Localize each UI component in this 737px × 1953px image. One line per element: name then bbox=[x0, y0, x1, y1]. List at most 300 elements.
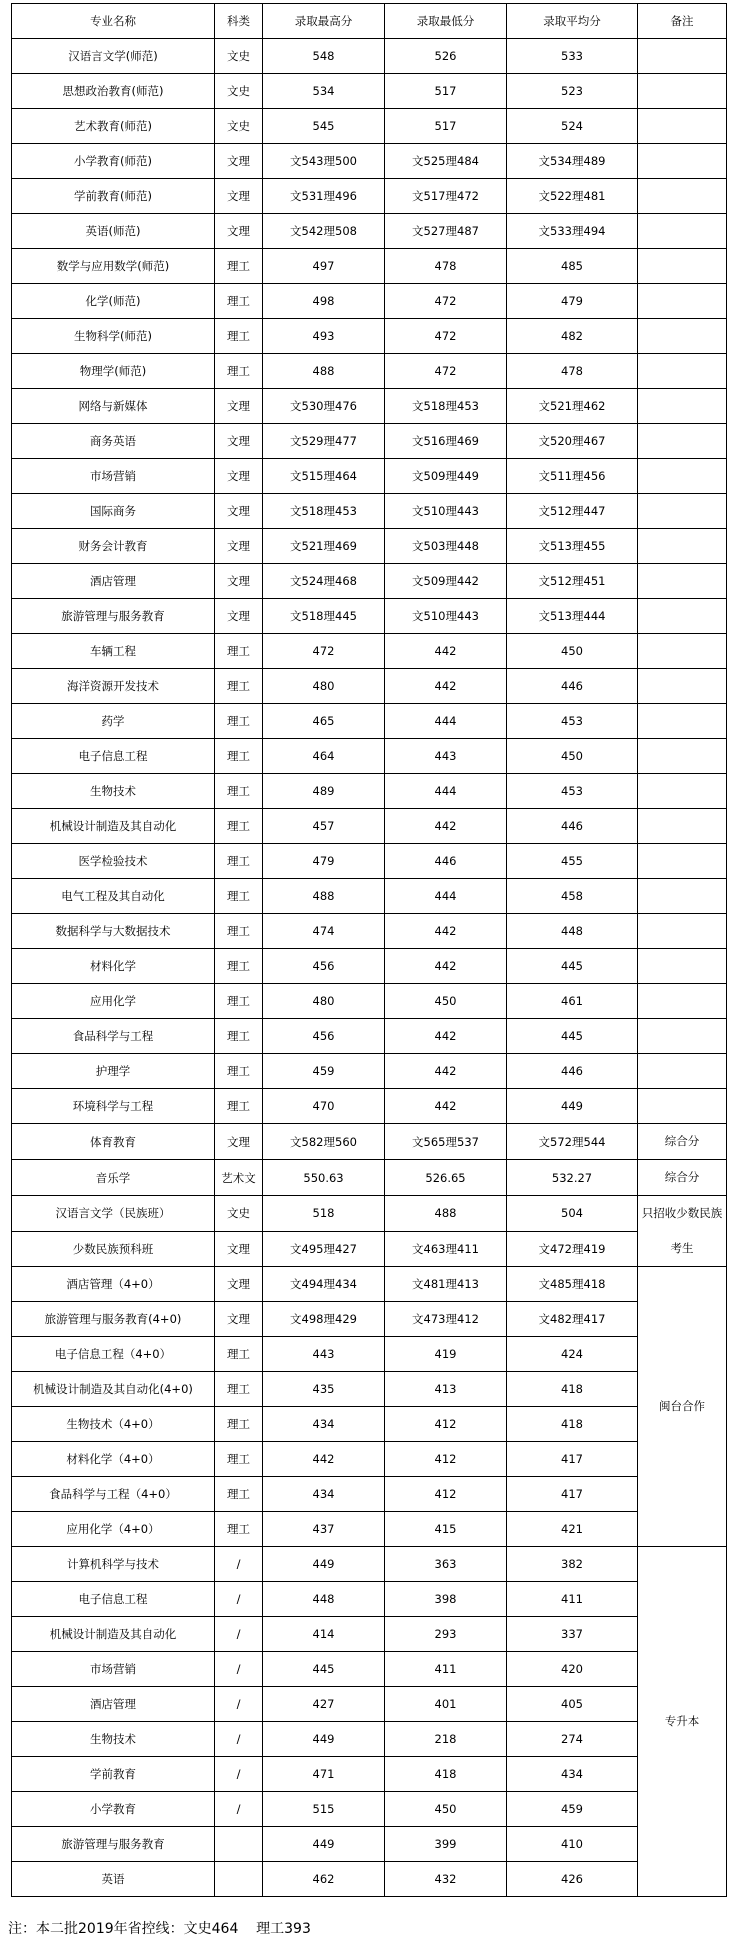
category-cell: 文史 bbox=[215, 74, 263, 109]
note-cell bbox=[638, 109, 727, 144]
note-cell: 只招收少数民族考生 bbox=[638, 1196, 727, 1267]
table-row bbox=[12, 669, 727, 704]
min-score-cell: 526 bbox=[385, 39, 507, 74]
max-score-cell: 550.63 bbox=[263, 1160, 385, 1196]
note-cell: 综合分 bbox=[638, 1124, 727, 1160]
min-score-cell: 文473理412 bbox=[385, 1302, 507, 1337]
min-score-cell: 293 bbox=[385, 1617, 507, 1652]
avg-score-cell: 453 bbox=[507, 774, 638, 809]
category-cell: 理工 bbox=[215, 669, 263, 704]
table-row bbox=[12, 529, 727, 564]
max-score-cell: 文530理476 bbox=[263, 389, 385, 424]
note-cell bbox=[638, 354, 727, 389]
category-cell: 理工 bbox=[215, 1477, 263, 1512]
category-cell: / bbox=[215, 1652, 263, 1687]
avg-score-cell: 458 bbox=[507, 879, 638, 914]
table-row bbox=[12, 1687, 727, 1722]
category-cell: 文理 bbox=[215, 214, 263, 249]
note-cell bbox=[638, 424, 727, 459]
max-score-cell: 545 bbox=[263, 109, 385, 144]
table-row bbox=[12, 879, 727, 914]
avg-score-cell: 445 bbox=[507, 949, 638, 984]
table-row bbox=[12, 144, 727, 179]
avg-score-cell: 449 bbox=[507, 1089, 638, 1124]
table-row bbox=[12, 1302, 727, 1337]
max-score-cell: 文518理445 bbox=[263, 599, 385, 634]
table-row bbox=[12, 1089, 727, 1124]
major-cell: 海洋资源开发技术 bbox=[12, 669, 215, 704]
note-cell bbox=[638, 144, 727, 179]
min-score-cell: 442 bbox=[385, 1054, 507, 1089]
avg-score-cell: 504 bbox=[507, 1196, 638, 1232]
max-score-cell: 文582理560 bbox=[263, 1124, 385, 1160]
min-score-cell: 526.65 bbox=[385, 1160, 507, 1196]
major-cell: 商务英语 bbox=[12, 424, 215, 459]
min-score-cell: 432 bbox=[385, 1862, 507, 1897]
max-score-cell: 518 bbox=[263, 1196, 385, 1232]
max-score-cell: 文524理468 bbox=[263, 564, 385, 599]
major-cell: 医学检验技术 bbox=[12, 844, 215, 879]
min-score-cell: 442 bbox=[385, 809, 507, 844]
category-cell: 艺术文 bbox=[215, 1160, 263, 1196]
max-score-cell: 文531理496 bbox=[263, 179, 385, 214]
avg-score-cell: 446 bbox=[507, 809, 638, 844]
category-cell: / bbox=[215, 1582, 263, 1617]
avg-score-cell: 文533理494 bbox=[507, 214, 638, 249]
max-score-cell: 480 bbox=[263, 669, 385, 704]
major-cell: 生物技术 bbox=[12, 1722, 215, 1757]
major-cell: 酒店管理 bbox=[12, 564, 215, 599]
major-cell: 汉语言文学(师范) bbox=[12, 39, 215, 74]
category-cell: 文理 bbox=[215, 1302, 263, 1337]
major-cell: 旅游管理与服务教育 bbox=[12, 599, 215, 634]
major-cell: 数学与应用数学(师范) bbox=[12, 249, 215, 284]
header-max-score: 录取最高分 bbox=[263, 4, 385, 39]
note-cell bbox=[638, 914, 727, 949]
major-cell: 市场营销 bbox=[12, 1652, 215, 1687]
max-score-cell: 457 bbox=[263, 809, 385, 844]
max-score-cell: 498 bbox=[263, 284, 385, 319]
table-row bbox=[12, 1196, 727, 1232]
note-cell bbox=[638, 39, 727, 74]
category-cell: 文理 bbox=[215, 459, 263, 494]
note-cell: 闽台合作 bbox=[638, 1267, 727, 1547]
max-score-cell: 442 bbox=[263, 1442, 385, 1477]
table-row bbox=[12, 1054, 727, 1089]
min-score-cell: 444 bbox=[385, 774, 507, 809]
avg-score-cell: 450 bbox=[507, 634, 638, 669]
major-cell: 小学教育 bbox=[12, 1792, 215, 1827]
category-cell: 理工 bbox=[215, 844, 263, 879]
header-avg-score: 录取平均分 bbox=[507, 4, 638, 39]
max-score-cell: 文518理453 bbox=[263, 494, 385, 529]
major-cell: 食品科学与工程（4+0） bbox=[12, 1477, 215, 1512]
max-score-cell: 434 bbox=[263, 1477, 385, 1512]
category-cell: 文史 bbox=[215, 1196, 263, 1232]
min-score-cell: 446 bbox=[385, 844, 507, 879]
major-cell: 学前教育 bbox=[12, 1757, 215, 1792]
table-header-row bbox=[12, 4, 727, 39]
min-score-cell: 517 bbox=[385, 109, 507, 144]
category-cell: 理工 bbox=[215, 1019, 263, 1054]
avg-score-cell: 445 bbox=[507, 1019, 638, 1054]
max-score-cell: 文515理464 bbox=[263, 459, 385, 494]
major-cell: 酒店管理（4+0） bbox=[12, 1267, 215, 1302]
avg-score-cell: 405 bbox=[507, 1687, 638, 1722]
category-cell: / bbox=[215, 1687, 263, 1722]
table-row bbox=[12, 1757, 727, 1792]
min-score-cell: 文463理411 bbox=[385, 1231, 507, 1267]
table-row bbox=[12, 739, 727, 774]
avg-score-cell: 482 bbox=[507, 319, 638, 354]
major-cell: 机械设计制造及其自动化(4+0) bbox=[12, 1372, 215, 1407]
min-score-cell: 文481理413 bbox=[385, 1267, 507, 1302]
major-cell: 电气工程及其自动化 bbox=[12, 879, 215, 914]
major-cell: 药学 bbox=[12, 704, 215, 739]
table-row bbox=[12, 39, 727, 74]
max-score-cell: 文529理477 bbox=[263, 424, 385, 459]
min-score-cell: 478 bbox=[385, 249, 507, 284]
header-major: 专业名称 bbox=[12, 4, 215, 39]
major-cell: 旅游管理与服务教育(4+0) bbox=[12, 1302, 215, 1337]
max-score-cell: 443 bbox=[263, 1337, 385, 1372]
table-row bbox=[12, 1582, 727, 1617]
max-score-cell: 文521理469 bbox=[263, 529, 385, 564]
avg-score-cell: 478 bbox=[507, 354, 638, 389]
avg-score-cell: 文513理455 bbox=[507, 529, 638, 564]
major-cell: 少数民族预科班 bbox=[12, 1231, 215, 1267]
note-cell bbox=[638, 214, 727, 249]
min-score-cell: 450 bbox=[385, 1792, 507, 1827]
table-row bbox=[12, 319, 727, 354]
table-row bbox=[12, 704, 727, 739]
min-score-cell: 文527理487 bbox=[385, 214, 507, 249]
avg-score-cell: 文522理481 bbox=[507, 179, 638, 214]
note-cell: 专升本 bbox=[638, 1547, 727, 1897]
table-row bbox=[12, 1337, 727, 1372]
max-score-cell: 文495理427 bbox=[263, 1231, 385, 1267]
min-score-cell: 399 bbox=[385, 1827, 507, 1862]
avg-score-cell: 文513理444 bbox=[507, 599, 638, 634]
category-cell: 理工 bbox=[215, 249, 263, 284]
major-cell: 市场营销 bbox=[12, 459, 215, 494]
note-cell bbox=[638, 844, 727, 879]
max-score-cell: 493 bbox=[263, 319, 385, 354]
max-score-cell: 456 bbox=[263, 1019, 385, 1054]
min-score-cell: 文525理484 bbox=[385, 144, 507, 179]
avg-score-cell: 文485理418 bbox=[507, 1267, 638, 1302]
category-cell: 文史 bbox=[215, 109, 263, 144]
note-cell bbox=[638, 564, 727, 599]
category-cell: 文理 bbox=[215, 389, 263, 424]
table-row bbox=[12, 1442, 727, 1477]
note-cell bbox=[638, 1089, 727, 1124]
avg-score-cell: 文521理462 bbox=[507, 389, 638, 424]
min-score-cell: 218 bbox=[385, 1722, 507, 1757]
category-cell: 理工 bbox=[215, 1337, 263, 1372]
min-score-cell: 401 bbox=[385, 1687, 507, 1722]
table-row bbox=[12, 914, 727, 949]
category-cell: 理工 bbox=[215, 984, 263, 1019]
note-cell bbox=[638, 634, 727, 669]
max-score-cell: 434 bbox=[263, 1407, 385, 1442]
note-cell bbox=[638, 529, 727, 564]
max-score-cell: 474 bbox=[263, 914, 385, 949]
category-cell: / bbox=[215, 1547, 263, 1582]
max-score-cell: 414 bbox=[263, 1617, 385, 1652]
min-score-cell: 文565理537 bbox=[385, 1124, 507, 1160]
min-score-cell: 472 bbox=[385, 319, 507, 354]
note-cell bbox=[638, 319, 727, 354]
category-cell: 文理 bbox=[215, 599, 263, 634]
admission-score-table bbox=[11, 3, 727, 1897]
avg-score-cell: 434 bbox=[507, 1757, 638, 1792]
min-score-cell: 文503理448 bbox=[385, 529, 507, 564]
max-score-cell: 文498理429 bbox=[263, 1302, 385, 1337]
major-cell: 体育教育 bbox=[12, 1124, 215, 1160]
category-cell: 理工 bbox=[215, 914, 263, 949]
note-cell bbox=[638, 739, 727, 774]
major-cell: 电子信息工程 bbox=[12, 1582, 215, 1617]
category-cell: 理工 bbox=[215, 1054, 263, 1089]
max-score-cell: 480 bbox=[263, 984, 385, 1019]
category-cell: / bbox=[215, 1757, 263, 1792]
avg-score-cell: 文534理489 bbox=[507, 144, 638, 179]
max-score-cell: 文543理500 bbox=[263, 144, 385, 179]
min-score-cell: 文509理449 bbox=[385, 459, 507, 494]
major-cell: 应用化学 bbox=[12, 984, 215, 1019]
max-score-cell: 464 bbox=[263, 739, 385, 774]
major-cell: 英语 bbox=[12, 1862, 215, 1897]
header-note: 备注 bbox=[638, 4, 727, 39]
major-cell: 环境科学与工程 bbox=[12, 1089, 215, 1124]
min-score-cell: 文518理453 bbox=[385, 389, 507, 424]
avg-score-cell: 461 bbox=[507, 984, 638, 1019]
table-row bbox=[12, 1512, 727, 1547]
note-cell bbox=[638, 74, 727, 109]
table-row bbox=[12, 564, 727, 599]
avg-score-cell: 文511理456 bbox=[507, 459, 638, 494]
table-row bbox=[12, 1617, 727, 1652]
major-cell: 旅游管理与服务教育 bbox=[12, 1827, 215, 1862]
avg-score-cell: 426 bbox=[507, 1862, 638, 1897]
major-cell: 电子信息工程（4+0） bbox=[12, 1337, 215, 1372]
category-cell: 文理 bbox=[215, 179, 263, 214]
max-score-cell: 462 bbox=[263, 1862, 385, 1897]
min-score-cell: 444 bbox=[385, 879, 507, 914]
min-score-cell: 443 bbox=[385, 739, 507, 774]
category-cell: / bbox=[215, 1792, 263, 1827]
table-row bbox=[12, 284, 727, 319]
table-row bbox=[12, 809, 727, 844]
category-cell: / bbox=[215, 1617, 263, 1652]
table-row bbox=[12, 214, 727, 249]
category-cell: 理工 bbox=[215, 949, 263, 984]
max-score-cell: 448 bbox=[263, 1582, 385, 1617]
table-row bbox=[12, 1407, 727, 1442]
major-cell: 学前教育(师范) bbox=[12, 179, 215, 214]
min-score-cell: 398 bbox=[385, 1582, 507, 1617]
note-cell bbox=[638, 669, 727, 704]
major-cell: 车辆工程 bbox=[12, 634, 215, 669]
avg-score-cell: 450 bbox=[507, 739, 638, 774]
category-cell: 理工 bbox=[215, 704, 263, 739]
major-cell: 酒店管理 bbox=[12, 1687, 215, 1722]
major-cell: 数据科学与大数据技术 bbox=[12, 914, 215, 949]
note-cell bbox=[638, 284, 727, 319]
max-score-cell: 449 bbox=[263, 1547, 385, 1582]
major-cell: 机械设计制造及其自动化 bbox=[12, 809, 215, 844]
table-row bbox=[12, 1372, 727, 1407]
min-score-cell: 文516理469 bbox=[385, 424, 507, 459]
table-row bbox=[12, 1652, 727, 1687]
category-cell: 文理 bbox=[215, 1231, 263, 1267]
table-row bbox=[12, 1160, 727, 1196]
category-cell: 理工 bbox=[215, 809, 263, 844]
min-score-cell: 418 bbox=[385, 1757, 507, 1792]
category-cell: 理工 bbox=[215, 319, 263, 354]
table-row bbox=[12, 1477, 727, 1512]
min-score-cell: 文510理443 bbox=[385, 494, 507, 529]
max-score-cell: 445 bbox=[263, 1652, 385, 1687]
min-score-cell: 472 bbox=[385, 354, 507, 389]
note-cell bbox=[638, 949, 727, 984]
max-score-cell: 548 bbox=[263, 39, 385, 74]
major-cell: 机械设计制造及其自动化 bbox=[12, 1617, 215, 1652]
header-min-score: 录取最低分 bbox=[385, 4, 507, 39]
avg-score-cell: 382 bbox=[507, 1547, 638, 1582]
major-cell: 生物科学(师范) bbox=[12, 319, 215, 354]
max-score-cell: 470 bbox=[263, 1089, 385, 1124]
table-row bbox=[12, 459, 727, 494]
min-score-cell: 文517理472 bbox=[385, 179, 507, 214]
avg-score-cell: 524 bbox=[507, 109, 638, 144]
major-cell: 电子信息工程 bbox=[12, 739, 215, 774]
table-row bbox=[12, 1124, 727, 1160]
table-row bbox=[12, 354, 727, 389]
max-score-cell: 449 bbox=[263, 1722, 385, 1757]
category-cell: 理工 bbox=[215, 879, 263, 914]
avg-score-cell: 417 bbox=[507, 1442, 638, 1477]
min-score-cell: 文509理442 bbox=[385, 564, 507, 599]
avg-score-cell: 410 bbox=[507, 1827, 638, 1862]
avg-score-cell: 533 bbox=[507, 39, 638, 74]
max-score-cell: 459 bbox=[263, 1054, 385, 1089]
max-score-cell: 427 bbox=[263, 1687, 385, 1722]
major-cell: 食品科学与工程 bbox=[12, 1019, 215, 1054]
avg-score-cell: 文482理417 bbox=[507, 1302, 638, 1337]
avg-score-cell: 479 bbox=[507, 284, 638, 319]
table-row bbox=[12, 1827, 727, 1862]
major-cell: 材料化学 bbox=[12, 949, 215, 984]
table-row bbox=[12, 634, 727, 669]
max-score-cell: 489 bbox=[263, 774, 385, 809]
category-cell: 文理 bbox=[215, 1267, 263, 1302]
min-score-cell: 444 bbox=[385, 704, 507, 739]
avg-score-cell: 453 bbox=[507, 704, 638, 739]
table-row bbox=[12, 424, 727, 459]
table-row bbox=[12, 1267, 727, 1302]
max-score-cell: 472 bbox=[263, 634, 385, 669]
table-row bbox=[12, 984, 727, 1019]
avg-score-cell: 417 bbox=[507, 1477, 638, 1512]
table-row bbox=[12, 774, 727, 809]
major-cell: 计算机科学与技术 bbox=[12, 1547, 215, 1582]
avg-score-cell: 455 bbox=[507, 844, 638, 879]
min-score-cell: 450 bbox=[385, 984, 507, 1019]
table-row bbox=[12, 74, 727, 109]
note-cell bbox=[638, 704, 727, 739]
category-cell: 理工 bbox=[215, 1089, 263, 1124]
max-score-cell: 文494理434 bbox=[263, 1267, 385, 1302]
note-cell bbox=[638, 179, 727, 214]
category-cell: 文理 bbox=[215, 144, 263, 179]
note-cell bbox=[638, 599, 727, 634]
table-row bbox=[12, 599, 727, 634]
major-cell: 生物技术（4+0） bbox=[12, 1407, 215, 1442]
max-score-cell: 479 bbox=[263, 844, 385, 879]
max-score-cell: 515 bbox=[263, 1792, 385, 1827]
min-score-cell: 文510理443 bbox=[385, 599, 507, 634]
avg-score-cell: 424 bbox=[507, 1337, 638, 1372]
major-cell: 物理学(师范) bbox=[12, 354, 215, 389]
category-cell: 理工 bbox=[215, 1407, 263, 1442]
note-cell: 综合分 bbox=[638, 1160, 727, 1196]
max-score-cell: 449 bbox=[263, 1827, 385, 1862]
avg-score-cell: 337 bbox=[507, 1617, 638, 1652]
min-score-cell: 442 bbox=[385, 634, 507, 669]
avg-score-cell: 532.27 bbox=[507, 1160, 638, 1196]
note-cell bbox=[638, 809, 727, 844]
category-cell: 理工 bbox=[215, 634, 263, 669]
max-score-cell: 488 bbox=[263, 879, 385, 914]
note-cell bbox=[638, 459, 727, 494]
avg-score-cell: 文572理544 bbox=[507, 1124, 638, 1160]
major-cell: 思想政治教育(师范) bbox=[12, 74, 215, 109]
table-row bbox=[12, 389, 727, 424]
max-score-cell: 534 bbox=[263, 74, 385, 109]
table-row bbox=[12, 1722, 727, 1757]
avg-score-cell: 411 bbox=[507, 1582, 638, 1617]
min-score-cell: 442 bbox=[385, 1089, 507, 1124]
table-row bbox=[12, 249, 727, 284]
avg-score-cell: 420 bbox=[507, 1652, 638, 1687]
major-cell: 汉语言文学（民族班） bbox=[12, 1196, 215, 1232]
major-cell: 材料化学（4+0） bbox=[12, 1442, 215, 1477]
category-cell: 文史 bbox=[215, 39, 263, 74]
min-score-cell: 412 bbox=[385, 1407, 507, 1442]
major-cell: 护理学 bbox=[12, 1054, 215, 1089]
major-cell: 化学(师范) bbox=[12, 284, 215, 319]
category-cell: 文理 bbox=[215, 494, 263, 529]
avg-score-cell: 418 bbox=[507, 1407, 638, 1442]
table-row bbox=[12, 844, 727, 879]
major-cell: 小学教育(师范) bbox=[12, 144, 215, 179]
category-cell: 理工 bbox=[215, 1442, 263, 1477]
min-score-cell: 488 bbox=[385, 1196, 507, 1232]
max-score-cell: 465 bbox=[263, 704, 385, 739]
category-cell: 理工 bbox=[215, 739, 263, 774]
max-score-cell: 488 bbox=[263, 354, 385, 389]
note-cell bbox=[638, 774, 727, 809]
major-cell: 英语(师范) bbox=[12, 214, 215, 249]
min-score-cell: 363 bbox=[385, 1547, 507, 1582]
category-cell: 理工 bbox=[215, 354, 263, 389]
category-cell: 文理 bbox=[215, 1124, 263, 1160]
avg-score-cell: 448 bbox=[507, 914, 638, 949]
table-row bbox=[12, 109, 727, 144]
table-row bbox=[12, 1547, 727, 1582]
